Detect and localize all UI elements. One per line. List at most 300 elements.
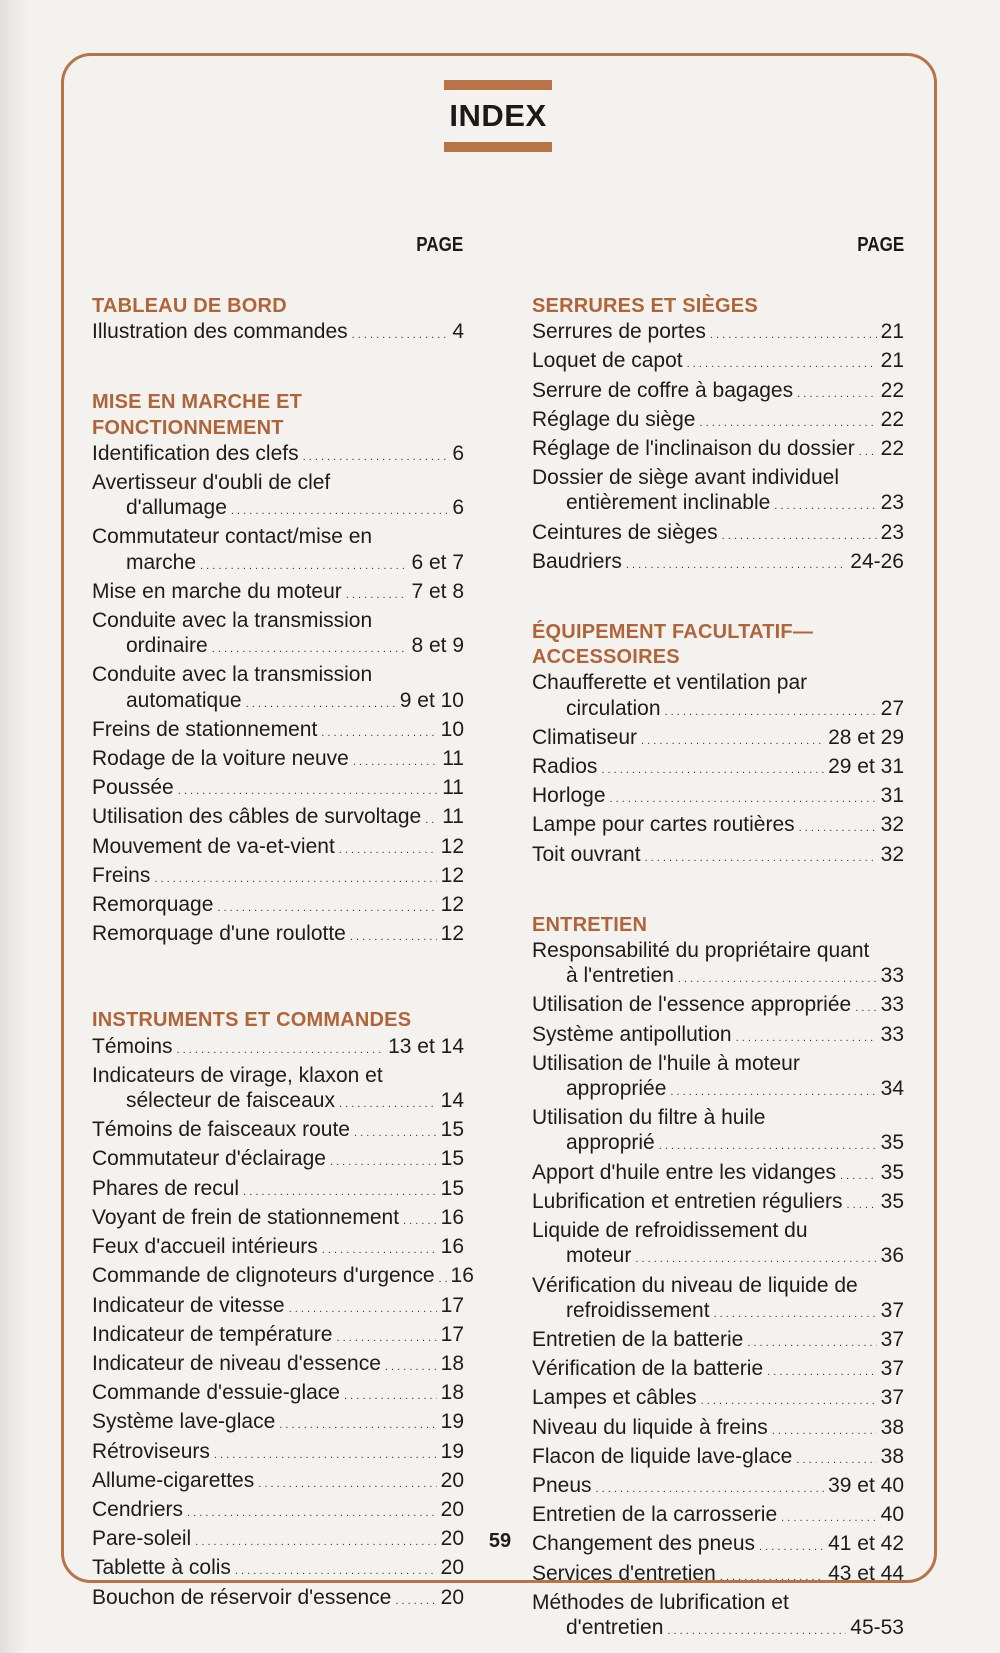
index-entry-line <box>92 1380 464 1409</box>
index-entry <box>532 812 904 841</box>
index-entry <box>92 717 464 746</box>
entry-page: 45-53 <box>850 1615 904 1639</box>
index-entry-line <box>532 1444 904 1473</box>
index-entry <box>532 1189 904 1218</box>
dot-leader <box>321 717 436 746</box>
section-title <box>532 294 904 319</box>
index-entry-line <box>92 688 464 717</box>
index-entry-line <box>532 783 904 812</box>
entry-text: Horloge <box>532 784 606 808</box>
index-entry-line <box>92 1293 464 1322</box>
index-entry-line <box>92 633 464 662</box>
entry-text: Lampe pour cartes routières <box>532 813 795 837</box>
dot-leader <box>187 1497 437 1526</box>
entry-text: Système antipollution <box>532 1022 732 1046</box>
dot-leader <box>217 892 436 921</box>
index-entry <box>92 1351 464 1380</box>
index-entry <box>92 1380 464 1409</box>
dot-leader <box>289 1293 437 1322</box>
entry-text: Commutateur contact/mise en <box>92 525 373 549</box>
entry-text: Témoins de faisceaux route <box>92 1118 350 1142</box>
entry-page: 12 <box>440 834 464 858</box>
entry-text: refroidissement <box>566 1298 710 1322</box>
entry-page: 6 et 7 <box>411 550 464 574</box>
entry-page: 19 <box>440 1439 464 1463</box>
index-entry <box>92 1063 464 1117</box>
index-entry-line <box>92 1117 464 1146</box>
dot-leader <box>687 348 877 377</box>
dot-leader <box>665 696 877 725</box>
entry-page: 35 <box>880 1189 904 1213</box>
section-title <box>92 390 464 440</box>
entry-page: 20 <box>440 1585 464 1609</box>
entry-text: entièrement inclinable <box>566 491 771 515</box>
entry-text: Allume-cigarettes <box>92 1468 255 1492</box>
entry-page: 8 et 9 <box>411 634 464 658</box>
index-entry-line <box>532 1189 904 1218</box>
entry-text: Entretien de la carrosserie <box>532 1503 778 1527</box>
dot-leader <box>635 1243 876 1272</box>
index-entry-line <box>92 579 464 608</box>
index-entry-line <box>92 863 464 892</box>
dot-leader <box>747 1327 876 1356</box>
entry-text: Apport d'huile entre les vidanges <box>532 1160 837 1184</box>
index-entry <box>532 1385 904 1414</box>
entry-text: Serrures de portes <box>532 320 706 344</box>
entry-page: 19 <box>440 1410 464 1434</box>
index-entry <box>92 1234 464 1263</box>
section-gap <box>92 950 464 1008</box>
section-title-line: INSTRUMENTS ET COMMANDES <box>92 1009 412 1032</box>
entry-page: 11 <box>442 805 464 829</box>
entry-text: Liquide de refroidissement du <box>532 1219 808 1243</box>
dot-leader <box>231 495 448 524</box>
index-entry-line <box>92 550 464 579</box>
index-entry-line <box>92 1468 464 1497</box>
index-entry <box>92 1439 464 1468</box>
section-title-line: TABLEAU DE BORD <box>92 295 287 317</box>
section-title-line: SERRURES ET SIÈGES <box>532 295 758 317</box>
dot-leader <box>439 1263 447 1292</box>
index-entry <box>532 378 904 407</box>
entry-text: Vérification de la batterie <box>532 1357 764 1381</box>
entry-page: 23 <box>880 491 904 515</box>
index-entry <box>92 662 464 716</box>
entry-text: Loquet de capot <box>532 349 683 373</box>
index-entry-line <box>532 812 904 841</box>
entry-text: Identification des clefs <box>92 441 299 465</box>
dot-leader <box>303 441 449 470</box>
entry-page: 34 <box>880 1077 904 1101</box>
dot-leader <box>767 1356 877 1385</box>
index-entry <box>532 1327 904 1356</box>
index-entry <box>532 842 904 871</box>
index-entry <box>532 670 904 724</box>
entry-page: 14 <box>440 1089 464 1113</box>
entry-page: 39 et 40 <box>828 1473 904 1497</box>
index-entry <box>532 1218 904 1272</box>
index-entry-line <box>92 775 464 804</box>
entry-page: 12 <box>440 922 464 946</box>
entry-text: Cendriers <box>92 1497 184 1521</box>
index-entry-line <box>92 746 464 775</box>
index-entry-line <box>532 1051 904 1076</box>
section-gap <box>92 348 464 390</box>
entry-text: appropriée <box>566 1077 667 1101</box>
index-entry <box>92 746 464 775</box>
entry-text: Conduite avec la transmission <box>92 609 373 633</box>
index-entry <box>92 1293 464 1322</box>
index-entry-line <box>92 1205 464 1234</box>
index-entry <box>92 1117 464 1146</box>
entry-text: Voyant de frein de stationnement <box>92 1205 400 1229</box>
dot-leader <box>736 1022 877 1051</box>
index-entry-line <box>92 1322 464 1351</box>
index-entry <box>532 348 904 377</box>
index-entry <box>92 319 464 348</box>
page-title: INDEX <box>449 98 547 133</box>
dot-leader <box>847 1189 877 1218</box>
entry-text: Indicateur de niveau d'essence <box>92 1351 381 1375</box>
dot-leader <box>258 1468 436 1497</box>
page-heading-right: PAGE <box>857 234 904 256</box>
index-entry-line <box>532 938 904 963</box>
index-entry-line <box>92 319 464 348</box>
index-entry <box>92 1034 464 1063</box>
entry-page: 24-26 <box>850 549 904 573</box>
entry-text: d'entretien <box>566 1615 664 1639</box>
index-entry-line <box>92 804 464 833</box>
entry-page: 18 <box>440 1351 464 1375</box>
index-entry-line <box>532 549 904 578</box>
index-entry-line <box>532 520 904 549</box>
dot-leader <box>346 579 408 608</box>
entry-page: 32 <box>880 842 904 866</box>
index-entry-line <box>532 407 904 436</box>
section-title-line: ÉQUIPEMENT FACULTATIF— <box>532 621 814 644</box>
index-entry-line <box>532 319 904 348</box>
index-entry-line <box>92 1176 464 1205</box>
index-entry-line <box>92 441 464 470</box>
entry-page: 32 <box>880 813 904 837</box>
index-entry <box>532 938 904 992</box>
index-entry-line <box>532 490 904 519</box>
entry-text: d'allumage <box>126 496 227 520</box>
index-entry-line <box>92 717 464 746</box>
index-entry-line <box>532 1415 904 1444</box>
entry-page: 33 <box>880 1022 904 1046</box>
entry-page: 37 <box>880 1298 904 1322</box>
index-entry <box>92 863 464 892</box>
entry-text: à l'entretien <box>566 964 674 988</box>
index-entry <box>532 465 904 519</box>
dot-leader <box>214 1439 437 1468</box>
entry-page: 6 <box>452 496 464 520</box>
dot-leader <box>322 1234 437 1263</box>
index-entry-line <box>532 696 904 725</box>
entry-text: Utilisation de l'essence appropriée <box>532 993 852 1017</box>
title-bar-top <box>444 80 552 90</box>
entry-page: 17 <box>440 1322 464 1346</box>
index-entry <box>92 804 464 833</box>
entry-text: Feux d'accueil intérieurs <box>92 1235 318 1259</box>
index-entry-line <box>532 1105 904 1130</box>
entry-page: 27 <box>880 696 904 720</box>
entry-page: 28 et 29 <box>828 725 904 749</box>
index-entry-line <box>532 992 904 1021</box>
dot-leader <box>178 775 438 804</box>
index-entry <box>532 1473 904 1502</box>
entry-page: 38 <box>880 1415 904 1439</box>
page-shadow <box>0 0 28 1653</box>
index-entry <box>92 1263 474 1292</box>
index-entry <box>92 1322 464 1351</box>
index-entry-line <box>92 1497 464 1526</box>
entry-page: 11 <box>442 776 464 800</box>
index-entry <box>532 319 904 348</box>
dot-leader <box>659 1130 877 1159</box>
entry-text: Remorquage d'une roulotte <box>92 922 346 946</box>
entry-text: Commande de clignoteurs d'urgence <box>92 1264 435 1288</box>
entry-text: Rétroviseurs <box>92 1439 210 1463</box>
entry-page: 40 <box>880 1503 904 1527</box>
entry-page: 15 <box>440 1176 464 1200</box>
entry-text: Réglage du siège <box>532 407 696 431</box>
index-entry-line <box>532 1273 904 1298</box>
index-entry <box>92 775 464 804</box>
index-entry <box>532 1502 904 1531</box>
page-heading-left: PAGE <box>416 234 463 256</box>
dot-leader <box>177 1034 385 1063</box>
dot-leader <box>336 1322 436 1351</box>
dot-leader <box>154 863 436 892</box>
index-entry <box>532 1356 904 1385</box>
section-title-line: MISE EN MARCHE ET <box>92 391 303 414</box>
entry-page: 37 <box>880 1357 904 1381</box>
index-entry <box>92 1176 464 1205</box>
index-entry <box>92 579 464 608</box>
entry-text: Remorquage <box>92 893 214 917</box>
index-entry <box>532 1022 904 1051</box>
entry-page: 29 et 31 <box>828 755 904 779</box>
index-entry <box>532 1444 904 1473</box>
index-entry-line <box>92 662 464 687</box>
index-entry-line <box>532 1385 904 1414</box>
entry-page: 22 <box>880 407 904 431</box>
dot-leader <box>352 319 449 348</box>
entry-text: Poussée <box>92 776 174 800</box>
entry-text: Témoins <box>92 1034 173 1058</box>
entry-page: 20 <box>440 1527 464 1551</box>
entry-text: Freins de stationnement <box>92 717 318 741</box>
dot-leader <box>772 1415 877 1444</box>
dot-leader <box>626 549 846 578</box>
section-title <box>532 620 904 670</box>
index-entry <box>532 725 904 754</box>
entry-page: 20 <box>440 1556 464 1580</box>
index-entry-line <box>532 1130 904 1159</box>
left-column <box>92 294 474 1614</box>
dot-leader <box>212 633 408 662</box>
index-entry <box>92 1468 464 1497</box>
entry-text: Utilisation des câbles de survoltage <box>92 805 422 829</box>
index-entry <box>92 1146 464 1175</box>
entry-page: 43 et 44 <box>828 1561 904 1585</box>
dot-leader <box>840 1160 877 1189</box>
entry-page: 21 <box>880 349 904 373</box>
index-entry-line <box>532 378 904 407</box>
entry-page: 12 <box>440 893 464 917</box>
dot-leader <box>403 1205 437 1234</box>
section-gap <box>532 871 904 913</box>
entry-text: Phares de recul <box>92 1176 240 1200</box>
entry-text: approprié <box>566 1131 655 1155</box>
dot-leader <box>641 725 824 754</box>
entry-text: Utilisation du filtre à huile <box>532 1106 766 1130</box>
section-title <box>532 913 904 938</box>
index-entry-line <box>92 524 464 549</box>
index-entry-line <box>532 348 904 377</box>
index-entry-line <box>92 1088 464 1117</box>
entry-text: Serrure de coffre à bagages <box>532 378 794 402</box>
entry-text: Système lave-glace <box>92 1410 276 1434</box>
entry-page: 35 <box>880 1131 904 1155</box>
index-entry-line <box>92 608 464 633</box>
dot-leader <box>395 1585 436 1614</box>
dot-leader <box>385 1351 437 1380</box>
entry-text: Méthodes de lubrification et <box>532 1590 789 1614</box>
dot-leader <box>596 1473 825 1502</box>
index-title-block <box>444 80 552 152</box>
entry-text: Lampes et câbles <box>532 1386 697 1410</box>
dot-leader <box>781 1502 877 1531</box>
index-entry <box>92 524 464 578</box>
index-entry <box>532 1590 904 1644</box>
dot-leader <box>855 992 876 1021</box>
right-column <box>532 294 904 1644</box>
entry-text: Réglage de l'inclinaison du dossier <box>532 437 855 461</box>
dot-leader <box>799 812 877 841</box>
entry-text: Responsabilité du propriétaire quant <box>532 939 870 963</box>
index-entry <box>532 1160 904 1189</box>
index-entry-line <box>532 670 904 695</box>
index-entry <box>92 441 464 470</box>
dot-leader <box>859 436 877 465</box>
entry-page: 15 <box>440 1118 464 1142</box>
index-entry-line <box>532 842 904 871</box>
index-entry-line <box>532 1160 904 1189</box>
index-entry <box>92 1409 464 1438</box>
entry-text: Indicateur de température <box>92 1322 333 1346</box>
entry-text: Illustration des commandes <box>92 320 348 344</box>
dot-leader <box>720 1561 824 1590</box>
index-entry <box>92 892 464 921</box>
dot-leader <box>235 1555 437 1584</box>
index-entry-line <box>532 1590 904 1615</box>
dot-leader <box>350 921 437 950</box>
entry-page: 6 <box>452 441 464 465</box>
dot-leader <box>722 520 877 549</box>
index-entry <box>92 834 464 863</box>
dot-leader <box>246 688 396 717</box>
index-entry-line <box>92 470 464 495</box>
entry-text: Services d'entretien <box>532 1561 716 1585</box>
entry-text: Mouvement de va-et-vient <box>92 834 335 858</box>
dot-leader <box>243 1176 437 1205</box>
index-entry-line <box>532 1473 904 1502</box>
dot-leader <box>610 783 877 812</box>
entry-text: Utilisation de l'huile à moteur <box>532 1051 800 1075</box>
entry-page: 41 et 42 <box>828 1532 904 1556</box>
index-entry-line <box>532 1615 904 1644</box>
entry-text: circulation <box>566 696 661 720</box>
index-entry-line <box>532 1022 904 1051</box>
entry-page: 20 <box>440 1468 464 1492</box>
index-entry <box>532 1051 904 1105</box>
dot-leader <box>797 378 877 407</box>
dot-leader <box>279 1409 436 1438</box>
page-number: 59 <box>488 1530 512 1552</box>
index-entry <box>92 608 464 662</box>
entry-page: 18 <box>440 1381 464 1405</box>
entry-text: Rodage de la voiture neuve <box>92 747 349 771</box>
entry-text: Baudriers <box>532 549 622 573</box>
entry-text: Indicateurs de virage, klaxon et <box>92 1063 383 1087</box>
entry-text: Tablette à colis <box>92 1556 231 1580</box>
index-entry-line <box>532 1218 904 1243</box>
entry-page: 31 <box>880 784 904 808</box>
dot-leader <box>200 550 407 579</box>
entry-text: Chaufferette et ventilation par <box>532 671 808 695</box>
index-entry <box>532 992 904 1021</box>
index-entry-line <box>92 1263 474 1292</box>
index-entry-line <box>92 892 464 921</box>
entry-page: 33 <box>880 964 904 988</box>
entry-page: 15 <box>440 1147 464 1171</box>
index-entry <box>532 407 904 436</box>
dot-leader <box>354 1117 437 1146</box>
entry-text: Radios <box>532 755 598 779</box>
dot-leader <box>344 1380 437 1409</box>
index-entry <box>92 921 464 950</box>
index-entry <box>532 1415 904 1444</box>
entry-page: 13 et 14 <box>388 1034 464 1058</box>
entry-page: 4 <box>452 320 464 344</box>
index-entry <box>92 1585 464 1614</box>
index-entry <box>532 1561 904 1590</box>
entry-page: 22 <box>880 437 904 461</box>
entry-text: Climatiseur <box>532 725 638 749</box>
index-entry-line <box>92 1585 464 1614</box>
index-entry-line <box>532 1502 904 1531</box>
index-entry <box>92 1205 464 1234</box>
index-entry-line <box>532 963 904 992</box>
entry-text: Flacon de liquide lave-glace <box>532 1444 793 1468</box>
dot-leader <box>339 834 437 863</box>
index-entry-line <box>92 495 464 524</box>
entry-text: Dossier de siège avant individuel <box>532 466 840 490</box>
entry-page: 11 <box>442 747 464 771</box>
section-title-line: ENTRETIEN <box>532 913 648 936</box>
index-entry <box>532 783 904 812</box>
index-entry-line <box>92 834 464 863</box>
entry-page: 16 <box>440 1205 464 1229</box>
section-title <box>92 1008 464 1033</box>
index-entry-line <box>532 1561 904 1590</box>
section-title <box>92 294 464 319</box>
index-entry-line <box>92 921 464 950</box>
entry-page: 10 <box>440 717 464 741</box>
